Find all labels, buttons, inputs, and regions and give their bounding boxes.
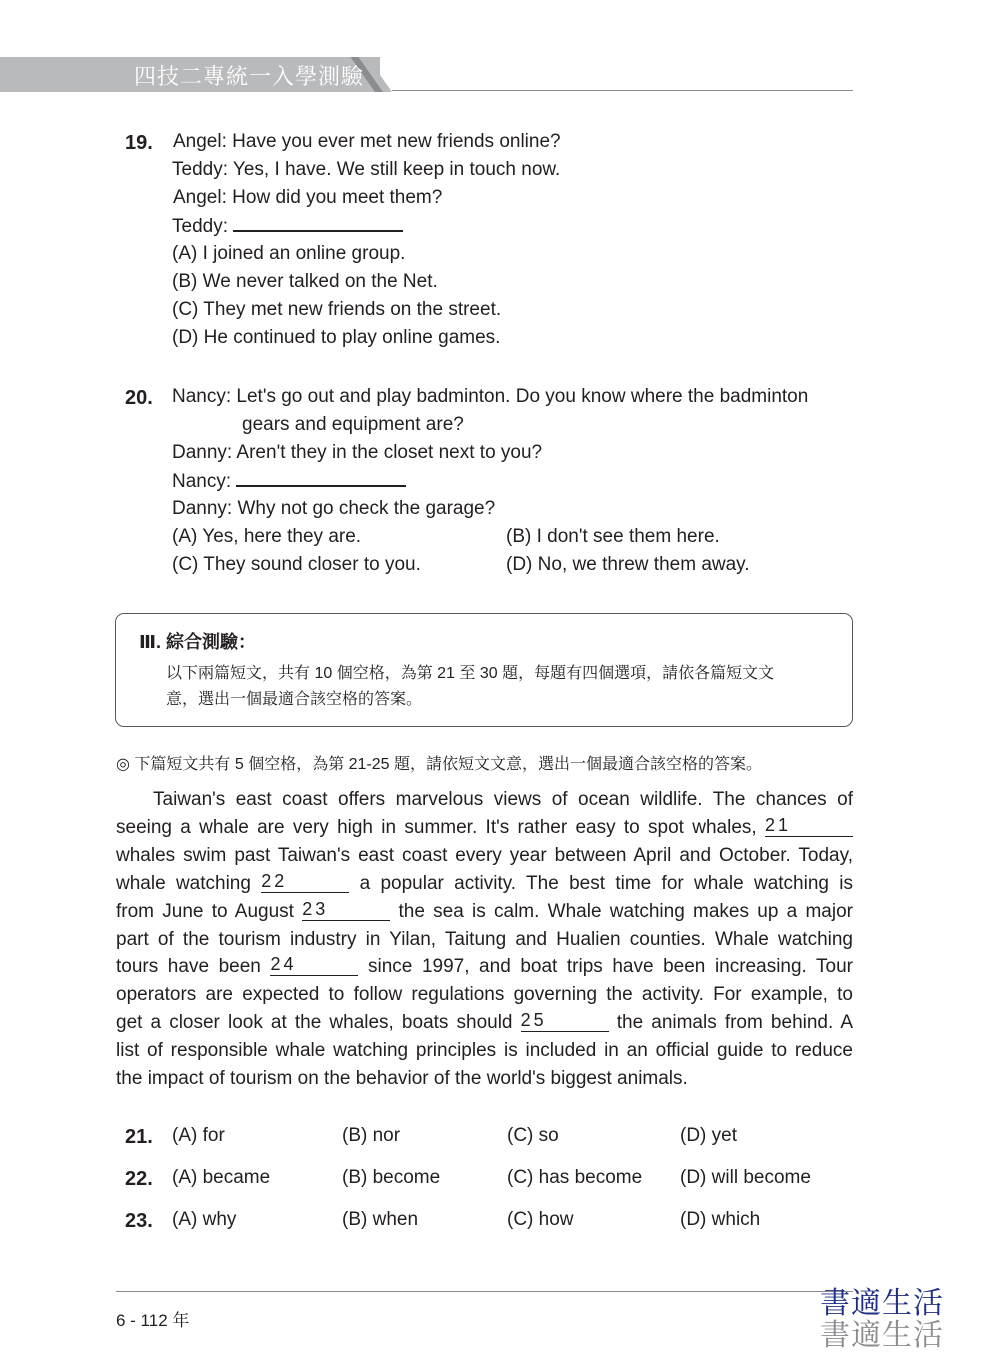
publisher-watermark: 書適生活 [820,1286,944,1321]
q21-option-b: (B) nor [342,1125,401,1146]
blank-23: 23 [302,900,390,921]
passage-line: whales swim past Taiwan's east coast every year between April and October. Today, [116,844,853,866]
footer-rule [116,1291,853,1292]
q19-option-a: (A) I joined an online group. [172,243,406,264]
section-description: 以下兩篇短文，共有 10 個空格，為第 21 至 30 題，每題有四個選項，請依各篇短文文 [166,665,775,682]
header-rule [392,90,853,91]
passage-line: get a closer look at the whales, boats should 25 the animals from behind. A [116,1010,853,1034]
passage-line: Taiwan's east coast offers marvelous views of ocean wildlife. The chances of [153,789,853,810]
section-title: Ⅲ. 綜合測驗： [139,632,257,652]
q21-number: 21. [125,1126,153,1148]
reading-passage [116,786,853,1093]
q19-option-d: (D) He continued to play online games. [172,327,501,348]
page-number: 6 - 112 年 [116,1311,190,1330]
passage-line: list of responsible whale watching principles is included in an official guide to reduce [116,1040,853,1062]
q20-line: Danny: Why not go check the garage? [172,498,496,519]
q19-line: Angel: Have you ever met new friends online? [173,131,561,152]
q21-option-d: (D) yet [680,1125,737,1146]
q23-number: 23. [125,1210,153,1232]
q23-option-d: (D) which [680,1209,761,1230]
q20-option-b: (B) I don't see them here. [506,526,720,547]
q23-option-c: (C) how [507,1209,574,1230]
q23-option-b: (B) when [342,1209,419,1230]
q22-number: 22. [125,1168,153,1190]
q19-line-blank [172,212,403,241]
q20-speaker: Nancy: [172,471,232,492]
q20-option-c: (C) They sound closer to you. [172,554,421,575]
passage-line: whale watching 22 a popular activity. The best time for whale watching is [116,870,853,894]
blank-21: 21 [765,816,853,837]
publisher-watermark-shadow: 書適生活 [820,1318,944,1353]
section-description: 意，選出一個最適合該空格的答案。 [166,691,423,708]
q20-line: Danny: Aren't they in the closet next to you? [172,442,543,463]
passage-line: from June to August 23 the sea is calm. Whale watching makes up a major [116,898,853,922]
q19-answer-blank [233,212,403,232]
q19-speaker: Teddy: [172,216,228,237]
passage-line: operators are expected to follow regulations governing the activity. For example, to [116,984,853,1006]
q20-answer-blank [236,467,406,487]
passage-line: tours have been 24 since 1997, and boat trips have been increasing. Tour [116,954,854,978]
passage-line: the impact of tourism on the behavior of the world's biggest animals. [116,1068,688,1090]
q20-option-a: (A) Yes, here they are. [172,526,362,547]
blank-25: 25 [521,1011,609,1032]
q20-line: gears and equipment are? [242,414,464,435]
blank-22: 22 [261,872,349,893]
q19-option-b: (B) We never talked on the Net. [172,271,438,292]
q20-option-d: (D) No, we threw them away. [506,554,750,575]
blank-24: 24 [270,955,358,976]
q22-option-a: (A) became [172,1167,271,1188]
q20-line: Nancy: Let's go out and play badminton. Do you know where the badminton [172,386,809,407]
q22-option-c: (C) has become [507,1167,643,1188]
passage-line: part of the tourism industry in Yilan, Taitung and Hualien counties. Whale watching [116,928,853,950]
q19-option-c: (C) They met new friends on the street. [172,299,502,320]
q19-number: 19. [125,132,153,154]
q21-option-a: (A) for [172,1125,225,1146]
q19-line: Angel: How did you meet them? [173,187,443,208]
q23-option-a: (A) why [172,1209,237,1230]
q19-line: Teddy: Yes, I have. We still keep in touch now. [172,159,561,180]
q20-line-blank [172,467,406,496]
passage-line: seeing a whale are very high in summer. It's rather easy to spot whales, 21 [116,814,853,842]
q20-number: 20. [125,387,153,409]
q22-option-d: (D) will become [680,1167,811,1188]
passage-note: ◎ 下篇短文共有 5 個空格，為第 21-25 題，請依短文文意，選出一個最適合該空格的答案。 [116,756,763,773]
q21-option-c: (C) so [507,1125,559,1146]
q22-option-b: (B) become [342,1167,441,1188]
header-title: 四技二專統一入學測驗 [134,64,365,89]
